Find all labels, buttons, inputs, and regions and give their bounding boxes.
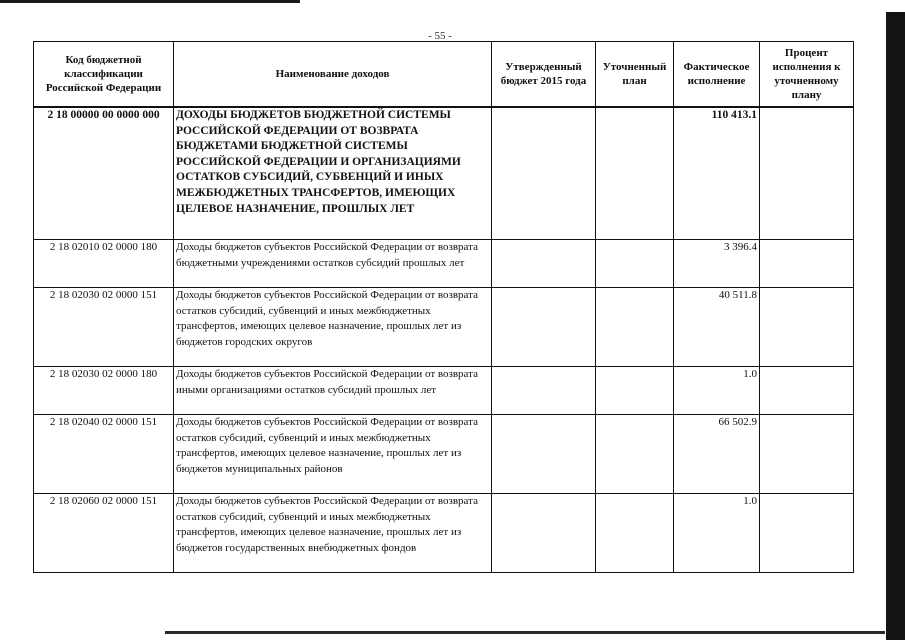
cell-percent — [760, 415, 854, 494]
table-row — [34, 107, 854, 240]
cell-name: Доходы бюджетов субъектов Российской Федерации от возврата иными организациями остатков субсидий прошлых лет — [174, 367, 492, 415]
cell-percent — [760, 240, 854, 288]
cell-name: Доходы бюджетов субъектов Российской Федерации от возврата остатков субсидий, субвенций и иных межбюджетных трансфертов, имеющих целевое назначение, прошлых лет из бюджетов муниципальных районов — [174, 415, 492, 494]
cell-approved — [492, 240, 596, 288]
cell-actual: 3 396.4 — [674, 240, 760, 288]
table-header-row — [34, 42, 854, 108]
cell-plan — [596, 494, 674, 573]
cell-code: 2 18 02030 02 0000 151 — [34, 288, 174, 367]
cell-plan — [596, 240, 674, 288]
cell-plan — [596, 367, 674, 415]
cell-percent — [760, 494, 854, 573]
revenue-table — [33, 41, 854, 573]
cell-plan — [596, 288, 674, 367]
cell-approved — [492, 107, 596, 240]
scan-edge-right — [886, 12, 905, 640]
cell-approved — [492, 367, 596, 415]
cell-plan — [596, 415, 674, 494]
cell-actual: 66 502.9 — [674, 415, 760, 494]
cell-approved — [492, 415, 596, 494]
cell-name: Доходы бюджетов субъектов Российской Федерации от возврата остатков субсидий, субвенций и иных межбюджетных трансфертов, имеющих целевое назначение, прошлых лет из бюджетов городских округов — [174, 288, 492, 367]
cell-code: 2 18 00000 00 0000 000 — [34, 107, 174, 240]
scan-edge-top — [0, 0, 300, 3]
cell-code: 2 18 02010 02 0000 180 — [34, 240, 174, 288]
header-percent: Процент исполнения к уточненному плану — [760, 42, 854, 108]
cell-approved — [492, 494, 596, 573]
cell-percent — [760, 367, 854, 415]
cell-actual: 1.0 — [674, 494, 760, 573]
cell-percent — [760, 107, 854, 240]
page-number: - 55 - — [428, 30, 452, 42]
scan-edge-bottom — [165, 631, 885, 634]
header-name: Наименование доходов — [174, 42, 492, 108]
cell-code: 2 18 02040 02 0000 151 — [34, 415, 174, 494]
table-row — [34, 415, 854, 494]
cell-name: Доходы бюджетов субъектов Российской Федерации от возврата бюджетными учреждениями остатков субсидий прошлых лет — [174, 240, 492, 288]
header-approved: Утвержденный бюджет 2015 года — [492, 42, 596, 108]
cell-actual: 110 413.1 — [674, 107, 760, 240]
cell-name: Доходы бюджетов субъектов Российской Федерации от возврата остатков субсидий, субвенций и иных межбюджетных трансфертов, имеющих целевое назначение, прошлых лет из бюджетов государственных внебюджетных фондов — [174, 494, 492, 573]
cell-name: ДОХОДЫ БЮДЖЕТОВ БЮДЖЕТНОЙ СИСТЕМЫ РОССИЙСКОЙ ФЕДЕРАЦИИ ОТ ВОЗВРАТА БЮДЖЕТАМИ БЮДЖЕТНОЙ СИСТЕМЫ РОССИЙСКОЙ ФЕДЕРАЦИИ И ОРГАНИЗАЦИЯМИ ОСТАТКОВ СУБСИДИЙ, СУБВЕНЦИЙ И ИНЫХ МЕЖБЮДЖЕТНЫХ ТРАНСФЕРТОВ, ИМЕЮЩИХ ЦЕЛЕВОЕ НАЗНАЧЕНИЕ, ПРОШЛЫХ ЛЕТ — [174, 107, 492, 240]
table-row — [34, 367, 854, 415]
cell-actual: 40 511.8 — [674, 288, 760, 367]
cell-percent — [760, 288, 854, 367]
cell-code: 2 18 02060 02 0000 151 — [34, 494, 174, 573]
table-row — [34, 288, 854, 367]
header-code: Код бюджетной классификации Российской Федерации — [34, 42, 174, 108]
table-row — [34, 240, 854, 288]
cell-actual: 1.0 — [674, 367, 760, 415]
cell-approved — [492, 288, 596, 367]
header-plan: Уточненный план — [596, 42, 674, 108]
header-actual: Фактическое исполнение — [674, 42, 760, 108]
cell-code: 2 18 02030 02 0000 180 — [34, 367, 174, 415]
table-row — [34, 494, 854, 573]
cell-plan — [596, 107, 674, 240]
